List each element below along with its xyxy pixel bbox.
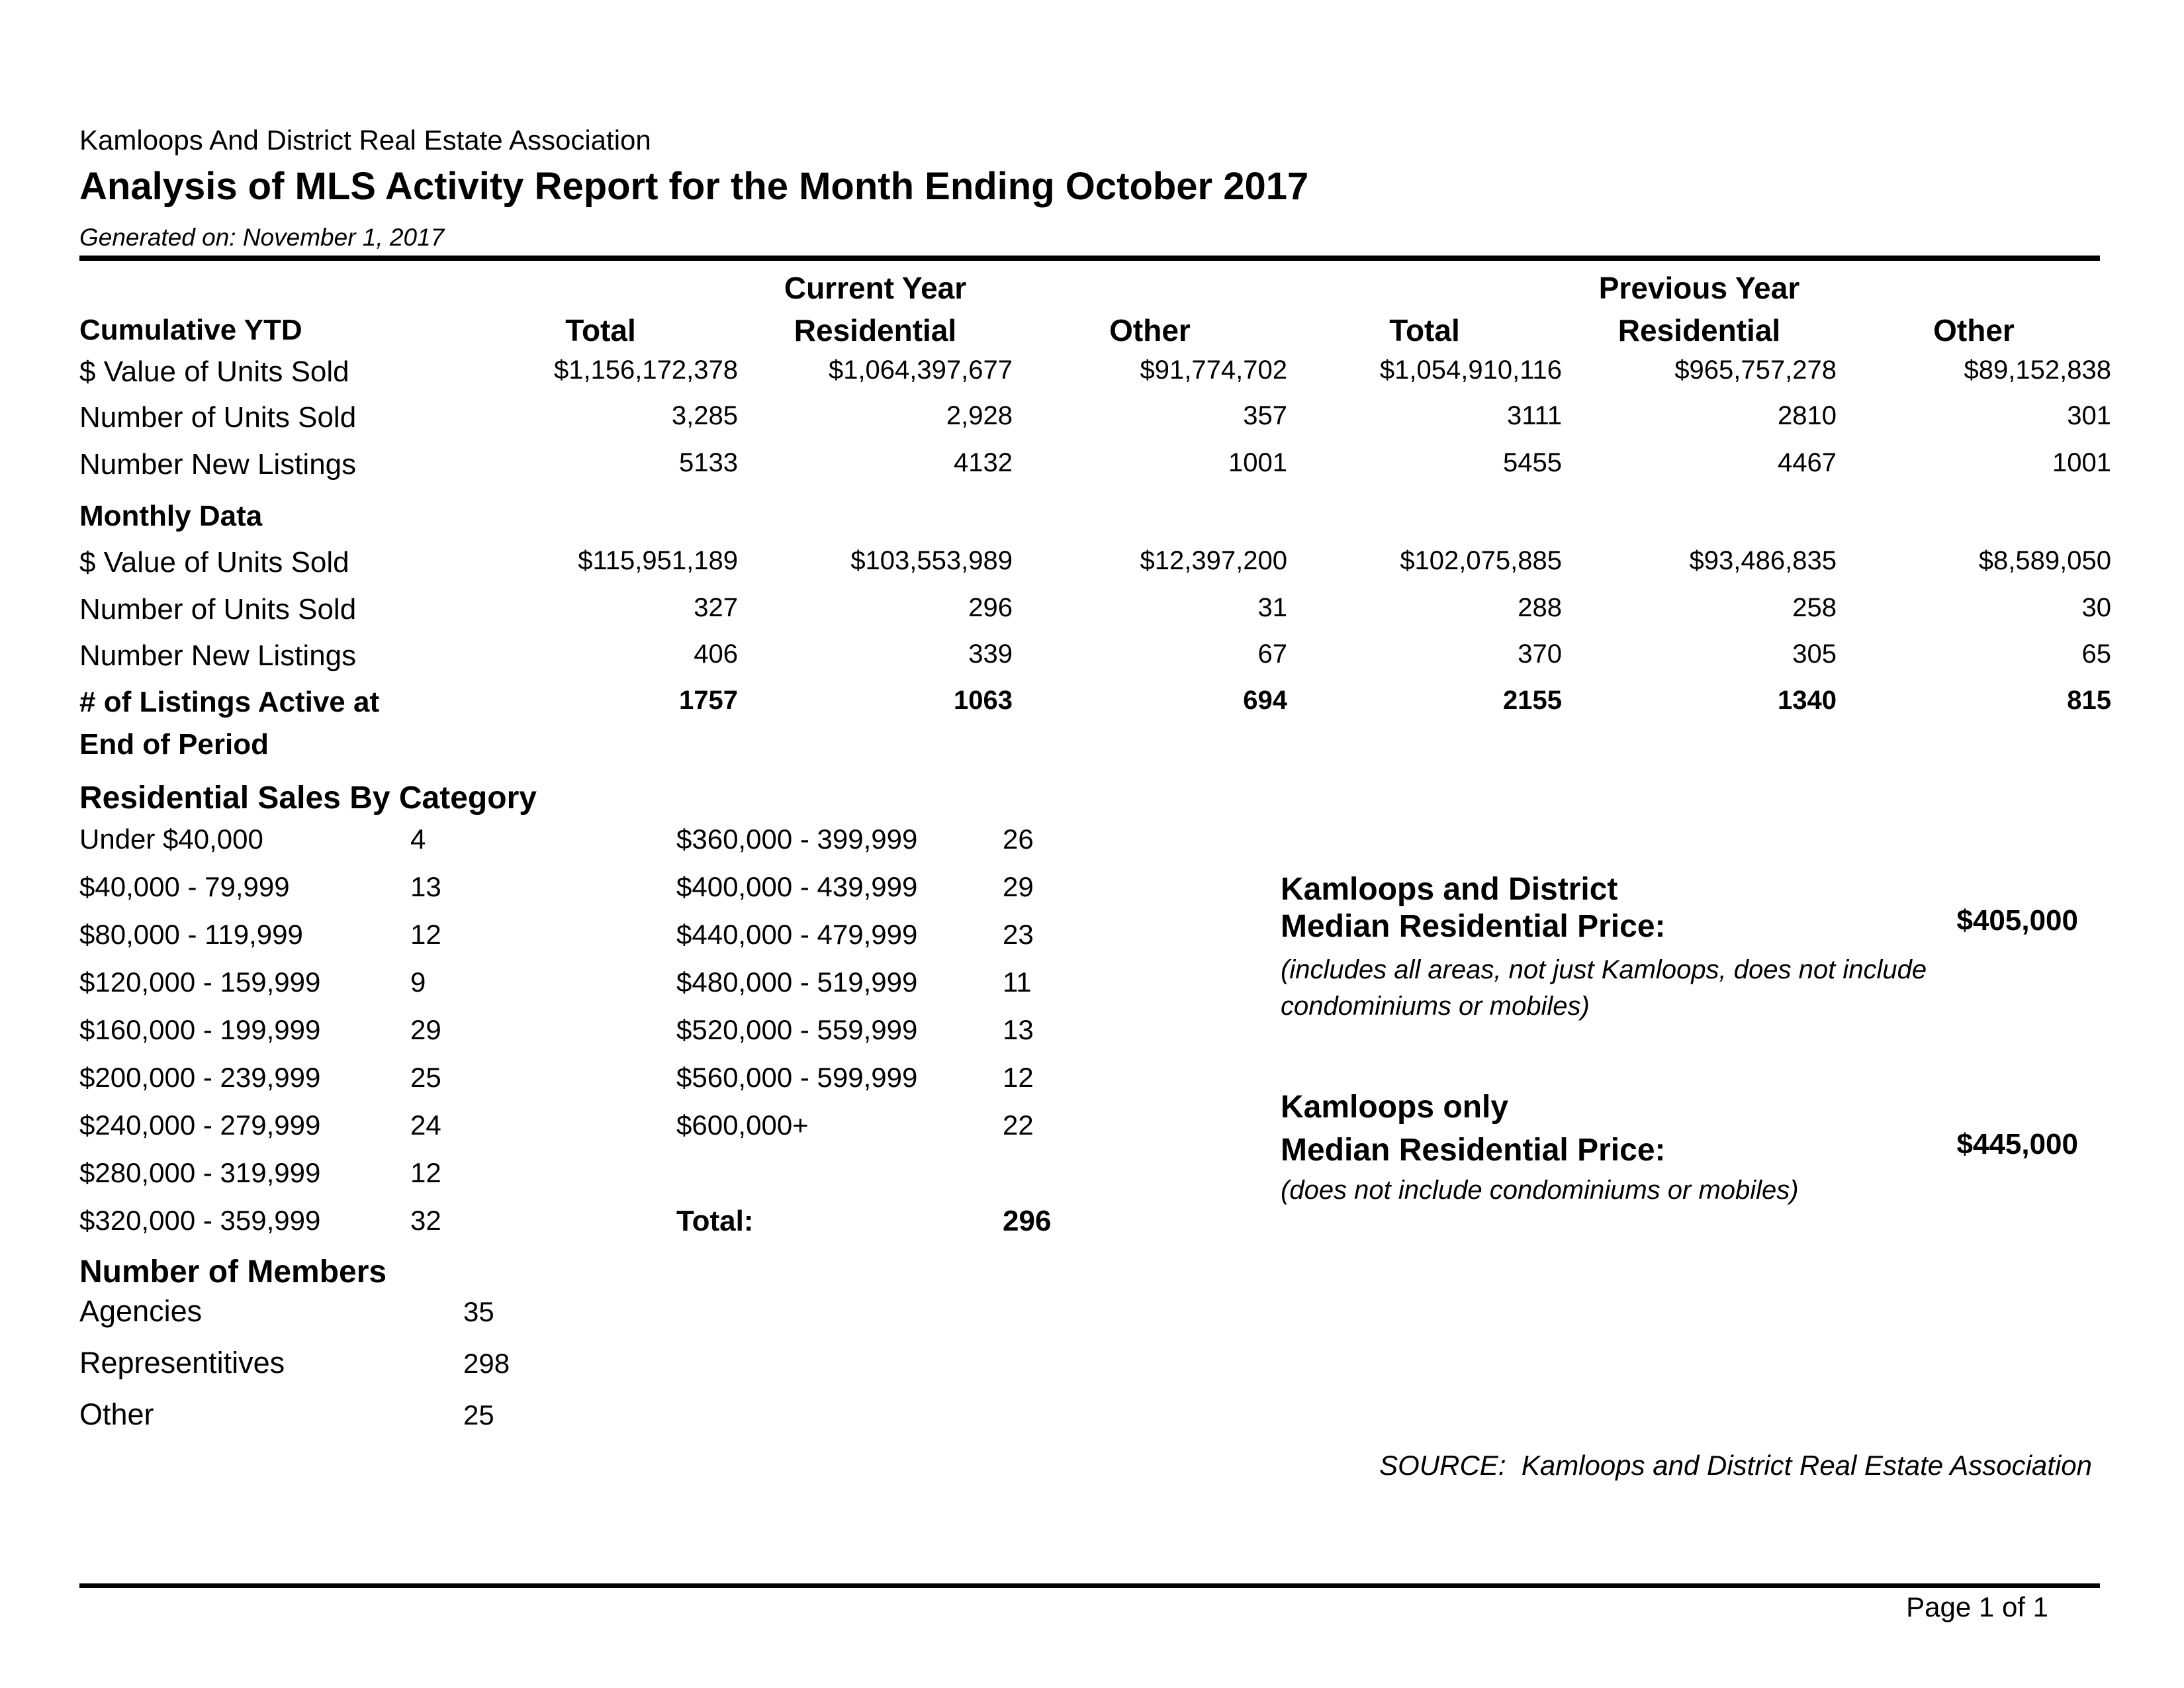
district-median-price-value: $405,000 (1956, 904, 2078, 937)
cell-value: 5133 (679, 448, 738, 477)
cell-value: 5455 (1503, 448, 1562, 477)
cell-value: $89,152,838 (1964, 355, 2111, 385)
cell-value: 1757 (679, 686, 738, 715)
cell-value: 288 (1518, 593, 1562, 622)
member-row (79, 1346, 510, 1398)
sales-count: 12 (410, 1157, 441, 1188)
district-median-price-label: Median Residential Price: (1281, 909, 1666, 944)
table-row-active-listings-line2 (79, 728, 2111, 761)
category-row (79, 1014, 1198, 1062)
cell-value: $102,075,885 (1400, 546, 1562, 575)
source-attribution: SOURCE: Kamloops and District Real Estate Association (1379, 1450, 2092, 1481)
price-range: $400,000 - 439,999 (676, 871, 918, 902)
price-range: $600,000+ (676, 1109, 809, 1141)
table-row-value-units-sold-month (79, 546, 2111, 593)
cell-value: 30 (2081, 593, 2111, 622)
table-column-header-row (79, 314, 2111, 355)
cell-value: 694 (1243, 686, 1287, 715)
member-count: 35 (463, 1296, 494, 1327)
member-row (79, 1295, 510, 1346)
sales-count: 26 (1003, 823, 1034, 855)
category-row (79, 1109, 1198, 1157)
cell-value: 2155 (1503, 686, 1562, 715)
sales-count: 12 (410, 919, 441, 950)
generated-date: Generated on: November 1, 2017 (79, 224, 445, 251)
member-row (79, 1398, 510, 1450)
cell-value: 305 (1792, 639, 1837, 669)
price-range: $560,000 - 599,999 (676, 1062, 918, 1093)
members-heading: Number of Members (79, 1254, 387, 1289)
header-divider (79, 256, 2100, 261)
category-row (79, 1157, 1198, 1205)
column-header: Total (1389, 313, 1460, 348)
cell-value: $1,054,910,116 (1379, 355, 1562, 385)
price-range: $480,000 - 519,999 (676, 966, 918, 998)
cumulative-ytd-header: Cumulative YTD (79, 314, 302, 346)
previous-year-header: Previous Year (1598, 271, 1800, 305)
price-range: $200,000 - 239,999 (79, 1062, 321, 1093)
member-type: Agencies (79, 1294, 203, 1328)
current-year-header: Current Year (784, 271, 967, 305)
price-range: $320,000 - 359,999 (79, 1205, 321, 1236)
price-range: $360,000 - 399,999 (676, 823, 918, 855)
sales-count: 13 (1003, 1014, 1034, 1045)
cell-value: 2,928 (946, 401, 1013, 430)
kamloops-only-median-price-note: (does not include condominiums or mobiles) (1281, 1176, 1799, 1205)
cell-value: $91,774,702 (1140, 355, 1287, 385)
spacer-cell (676, 1157, 1003, 1205)
members-table (79, 1295, 510, 1450)
cell-value: 339 (968, 639, 1013, 669)
monthly-data-heading-row (79, 500, 2111, 546)
kamloops-only-panel-heading: Kamloops only (1281, 1090, 1509, 1125)
table-row-new-listings-month (79, 639, 2111, 686)
cell-value: 296 (968, 593, 1013, 622)
kamloops-only-median-price-value: $445,000 (1956, 1128, 2078, 1160)
sales-count: 25 (410, 1062, 441, 1093)
district-median-price-note: (includes all areas, not just Kamloops, does not include condominiums or mobiles) (1281, 955, 1927, 1021)
monthly-data-heading: Monthly Data (79, 500, 263, 532)
cell-value: 258 (1792, 593, 1837, 622)
kamloops-only-median-price-label: Median Residential Price: (1281, 1133, 1666, 1168)
row-label: # of Listings Active at (79, 686, 380, 718)
table-row-value-units-sold-ytd (79, 355, 2111, 401)
district-panel-heading: Kamloops and District (1281, 872, 1618, 907)
column-header: Residential (794, 313, 957, 348)
company-name: Kamloops And District Real Estate Association (79, 124, 651, 156)
cell-value: 370 (1518, 639, 1562, 669)
cell-value: $93,486,835 (1689, 546, 1837, 575)
member-count: 298 (463, 1348, 510, 1379)
cell-value: $1,064,397,677 (828, 355, 1013, 385)
sales-count: 24 (410, 1109, 441, 1141)
cell-value: $965,757,278 (1674, 355, 1837, 385)
cell-value: $115,951,189 (578, 546, 738, 575)
row-label: End of Period (79, 728, 269, 761)
cell-value: $1,156,172,378 (553, 355, 738, 385)
column-header: Residential (1617, 313, 1781, 348)
table-row-active-listings (79, 686, 2111, 728)
price-range: $120,000 - 159,999 (79, 966, 321, 998)
cell-value: 357 (1243, 401, 1287, 430)
sales-by-category-heading: Residential Sales By Category (79, 780, 537, 816)
cell-value: 65 (2081, 639, 2111, 669)
cell-value: 4467 (1778, 448, 1837, 477)
row-label: $ Value of Units Sold (79, 546, 349, 579)
sales-count: 4 (410, 823, 426, 855)
row-label: $ Value of Units Sold (79, 355, 349, 388)
price-range: $440,000 - 479,999 (676, 919, 918, 950)
cell-value: 406 (694, 639, 738, 669)
cell-value: 301 (2067, 401, 2111, 430)
sales-count: 9 (410, 966, 426, 998)
cell-value: $12,397,200 (1140, 546, 1287, 575)
sales-count: 29 (410, 1014, 441, 1045)
price-range: Under $40,000 (79, 823, 263, 855)
sales-count: 11 (1003, 966, 1032, 998)
category-total-row (79, 1205, 1198, 1252)
cell-value: 4132 (954, 448, 1013, 477)
price-range: $80,000 - 119,999 (79, 919, 303, 950)
cell-value: 3,285 (671, 401, 738, 430)
member-type: Other (79, 1397, 154, 1431)
spacer-cell (1003, 1157, 1195, 1205)
table-row-new-listings-ytd (79, 448, 2111, 500)
table-row-number-units-sold-ytd (79, 401, 2111, 448)
cell-value: 1063 (954, 686, 1013, 715)
category-row (79, 1062, 1198, 1109)
row-label: Number of Units Sold (79, 401, 357, 434)
sales-count: 12 (1003, 1062, 1034, 1093)
sales-count: 22 (1003, 1109, 1034, 1141)
row-label: Number New Listings (79, 448, 357, 481)
column-header: Total (565, 313, 636, 348)
sales-count: 29 (1003, 871, 1034, 902)
cell-value: 815 (2067, 686, 2111, 715)
page-number: Page 1 of 1 (1906, 1591, 2048, 1622)
category-row (79, 823, 1198, 871)
cell-value: 1340 (1778, 686, 1837, 715)
cell-value: 31 (1257, 593, 1287, 622)
page-title: Analysis of MLS Activity Report for the Month Ending October 2017 (79, 165, 1309, 208)
mls-activity-table (79, 271, 2111, 761)
sales-by-category-table (79, 823, 1198, 1252)
table-row-number-units-sold-month (79, 593, 2111, 639)
cell-value: $103,553,989 (850, 546, 1013, 575)
sales-count: 32 (410, 1205, 441, 1236)
category-row (79, 919, 1198, 966)
price-range: $240,000 - 279,999 (79, 1109, 321, 1141)
price-range: $520,000 - 559,999 (676, 1014, 918, 1045)
cell-value: 2810 (1778, 401, 1837, 430)
total-value: 296 (1003, 1205, 1052, 1237)
cell-value: 327 (694, 593, 738, 622)
footer-divider (79, 1583, 2100, 1588)
cell-value: $8,589,050 (1978, 546, 2111, 575)
cell-value: 3111 (1506, 401, 1562, 430)
sales-count: 13 (410, 871, 441, 902)
spacer-cell (79, 271, 463, 314)
cell-value: 1001 (2052, 448, 2111, 477)
column-header: Other (1933, 313, 2015, 348)
price-range: $160,000 - 199,999 (79, 1014, 321, 1045)
category-row (79, 966, 1198, 1014)
price-range: $280,000 - 319,999 (79, 1157, 321, 1188)
sales-count: 23 (1003, 919, 1034, 950)
member-count: 25 (463, 1399, 494, 1430)
total-label: Total: (676, 1205, 754, 1237)
cell-value: 67 (1257, 639, 1287, 669)
row-label: Number New Listings (79, 639, 357, 672)
column-header: Other (1109, 313, 1191, 348)
member-type: Representitives (79, 1346, 285, 1380)
cell-value: 1001 (1228, 448, 1287, 477)
table-group-header-row (79, 271, 2111, 314)
price-range: $40,000 - 79,999 (79, 871, 290, 902)
category-row (79, 871, 1198, 919)
row-label: Number of Units Sold (79, 593, 357, 626)
